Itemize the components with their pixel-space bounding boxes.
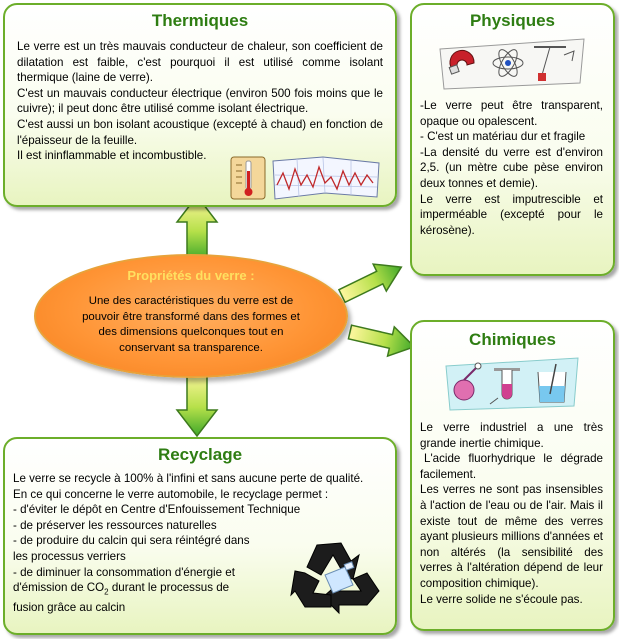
chimiques-p1: Le verre industriel a une très grande inertie chimique. <box>420 421 603 450</box>
physiques-illustration <box>434 35 590 91</box>
physiques-p4: Le verre est imputrescible et imperméable (excepté pour le kérosène). <box>420 192 603 237</box>
physiques-p1: -Le verre peut être transparent, opaque ou opalescent. <box>420 99 603 128</box>
recyclage-intro: Le verre se recycle à 100% à l'infini et sans aucune perte de qualité. <box>13 472 364 485</box>
chimiques-text <box>420 420 603 607</box>
recyclage-item: les processus verriers <box>13 549 126 563</box>
recyclage-lead: En ce qui concerne le verre automobile, le recyclage permet : <box>13 487 329 501</box>
physiques-box <box>410 3 615 276</box>
thermiques-p4: Il est ininflammable et incombustible. <box>17 149 207 163</box>
center-title: Propriétés du verre : <box>127 268 255 283</box>
arrow-to-physiques <box>335 254 407 310</box>
physiques-p2: - C'est un matériau dur et fragile <box>420 130 586 144</box>
recycle-icon <box>287 535 385 617</box>
recyclage-item: fusion grâce au calcin <box>13 601 126 615</box>
arrow-to-chimiques <box>347 317 418 361</box>
thermiques-illustration <box>227 155 385 201</box>
recyclage-item: - de produire du calcin qui sera réintégré dans <box>13 534 250 548</box>
recyclage-title: Recyclage <box>157 445 243 464</box>
thermiques-text <box>17 39 383 164</box>
chimiques-p3: Les verres ne sont pas insensibles à l'action de l'eau ou de l'air. Mais il existe tout de même des verres ayant plusieurs millions d'années et non altérés (la sensibilité des verres à l'altération dépend de leur composition chimique). <box>420 483 603 590</box>
thermiques-p2: C'est un mauvais conducteur électrique (environ 500 fois moins que le cuivre); il peut donc être utilisé comme isolant électrique. <box>17 86 383 116</box>
thermiques-title: Thermiques <box>151 11 249 30</box>
thermometer-icon <box>231 157 265 199</box>
co2-line-start: d'émission de CO <box>13 581 105 595</box>
physiques-text <box>420 98 603 238</box>
physiques-title: Physiques <box>469 11 556 30</box>
recyclage-box <box>3 437 397 635</box>
chimiques-p4: Le verre solide ne s'écoule pas. <box>420 592 583 606</box>
co2-line-end: durant le processus de <box>108 581 230 595</box>
chimiques-box <box>410 320 615 631</box>
physiques-p3: -La densité du verre est d'environ 2,5. (un mètre cube pèse environ deux tonnes et demie). <box>420 145 603 190</box>
co2-subscript: 2 <box>104 587 109 597</box>
center-text: Une des caractéristiques du verre est de pouvoir être transformé dans des formes et des dimensions quelconques tout en conservant sa transparence. <box>82 295 300 354</box>
thermiques-p3: C'est aussi un bon isolant acoustique (excepté à chaud) en fonction de l'épaisseur de la feuille. <box>17 117 383 147</box>
chimiques-title: Chimiques <box>469 330 556 349</box>
arrow-down-recyclage <box>177 372 217 436</box>
recyclage-item: - d'éviter le dépôt en Centre d'Enfouissement Technique <box>13 503 301 517</box>
chimiques-p2: L'acide fluorhydrique le dégrade facilement. <box>420 452 603 481</box>
thermiques-p1: Le verre est un très mauvais conducteur de chaleur, son coefficient de dilatation est faible, c'est pourquoi il est utilisé comme isolant thermique (laine de verre). <box>17 40 383 85</box>
central-ellipse <box>34 254 348 378</box>
recyclage-item: - de préserver les ressources naturelles <box>13 518 217 532</box>
thermiques-box <box>3 3 397 207</box>
chimiques-illustration <box>442 354 582 412</box>
recyclage-item: - de diminuer la consommation d'énergie et <box>13 565 235 579</box>
graph-paper-icon <box>273 157 379 199</box>
